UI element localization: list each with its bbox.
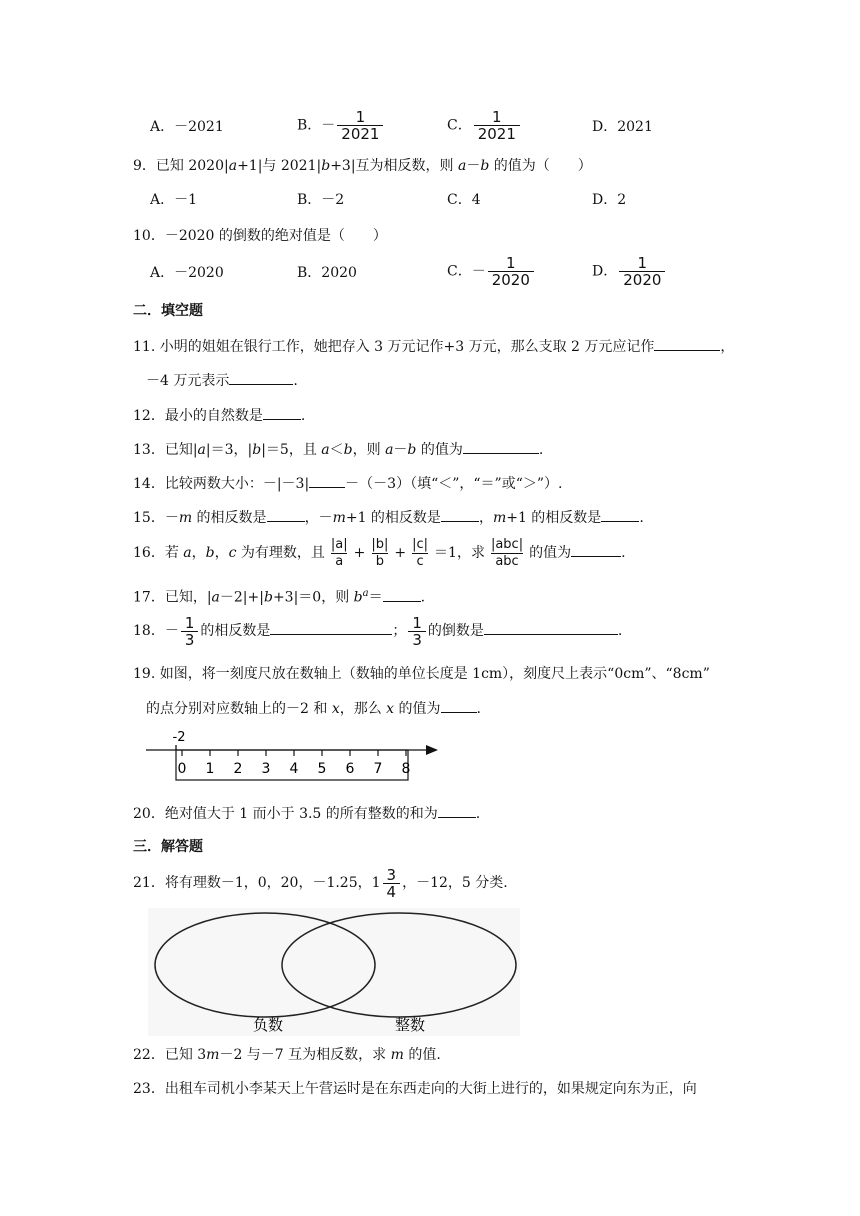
q10-option-a: A．－2020 bbox=[150, 265, 224, 281]
axis-arrow-icon bbox=[426, 745, 438, 755]
answer-blank[interactable] bbox=[601, 507, 639, 522]
q22: 22．已知 3m－2 与－7 互为相反数，求 m 的值. bbox=[133, 1047, 441, 1063]
ruler-ticks bbox=[178, 750, 411, 777]
q15: 15．－m 的相反数是 ，－m+1 的相反数是 ，m+1 的相反数是 . bbox=[133, 507, 644, 528]
ruler-tick-label: 5 bbox=[317, 761, 327, 777]
answer-blank[interactable] bbox=[438, 803, 476, 818]
q9-option-a: A．－1 bbox=[150, 192, 198, 208]
answer-blank[interactable] bbox=[270, 620, 392, 635]
ruler-tick-label: 2 bbox=[233, 761, 243, 777]
q12: 12．最小的自然数是 . bbox=[133, 405, 305, 426]
answer-blank[interactable] bbox=[484, 620, 618, 635]
ruler-tick-label: 1 bbox=[205, 761, 215, 777]
venn-label-integer: 整数 bbox=[394, 1016, 426, 1034]
answer-blank[interactable] bbox=[309, 473, 345, 488]
answer-blank[interactable] bbox=[441, 507, 479, 522]
q17: 17．已知，|a－2|+|b+3|＝0，则 $b^a=$ . bbox=[133, 588, 426, 606]
q21: 21．将有理数－1，0，20，－1.25，1 $\frac{3}{4}$ ，－12，5 分类. bbox=[133, 865, 508, 901]
q13: 13．已知|a|＝3，|b|＝5，且 a＜b，则 a－b 的值为 . bbox=[133, 439, 543, 460]
q16: 16．若 a，b，c 为有理数，且 $\frac{|a|}{a}$ + $\frac{|b|}{b}$ + $\frac{|c|}{c}$ ＝1，求 $\frac{\text{|abc|}}{\text{abc}}$ 的值为 . bbox=[133, 536, 626, 569]
answer-blank[interactable] bbox=[571, 542, 621, 557]
answer-blank[interactable] bbox=[463, 439, 539, 454]
venn-background bbox=[148, 908, 520, 1036]
q11-line2: －4 万元表示 . bbox=[146, 370, 298, 391]
ruler-tick-label: 6 bbox=[345, 761, 355, 777]
answer-blank[interactable] bbox=[383, 587, 421, 602]
answer-blank[interactable] bbox=[441, 698, 477, 713]
q10-option-b: B．2020 bbox=[297, 265, 357, 281]
q11-line1: 11. 小明的姐姐在银行工作，她把存入 3 万元记作+3 万元，那么支取 2 万元应记作 ， bbox=[133, 336, 734, 357]
answer-blank[interactable] bbox=[654, 336, 720, 351]
answer-blank[interactable] bbox=[263, 405, 301, 420]
number-line-ruler-figure bbox=[146, 728, 440, 784]
ruler-tick-label: 3 bbox=[261, 761, 271, 777]
q8-option-b: B．－ $\frac{1}{2021}$ bbox=[297, 109, 385, 142]
q9-stem: 9．已知 2020|a+1|与 2021|b+3|互为相反数，则 a－b 的值为（ ） bbox=[133, 158, 592, 174]
q18: 18．－ $\frac{1}{3}$ 的相反数是 ； $\frac{1}{3}$ 的倒数是 . bbox=[133, 613, 623, 649]
section-solve-heading: 三．解答题 bbox=[133, 839, 203, 855]
ruler-tick-label: 0 bbox=[177, 761, 187, 777]
answer-blank[interactable] bbox=[229, 370, 293, 385]
q10-option-d: D． $\frac{1}{2020}$ bbox=[592, 255, 667, 288]
q19-line1: 19. 如图，将一刻度尺放在数轴上（数轴的单位长度是 1cm），刻度尺上表示“0cm”、“8cm” bbox=[133, 666, 710, 682]
q19-line2: 的点分别对应数轴上的－2 和 x，那么 x 的值为 . bbox=[146, 698, 481, 719]
ruler-tick-label: 4 bbox=[289, 761, 299, 777]
q14: 14．比较两数大小：－|－3| －（－3）（填“＜”，“＝”或“＞”）. bbox=[133, 473, 562, 494]
ruler-tick-label: 8 bbox=[401, 761, 411, 777]
q20: 20．绝对值大于 1 而小于 3.5 的所有整数的和为 . bbox=[133, 803, 480, 824]
q9-option-b: B．－2 bbox=[297, 192, 345, 208]
answer-blank[interactable] bbox=[267, 507, 305, 522]
q9-option-c: C．4 bbox=[447, 192, 481, 208]
q8-option-c: C． $\frac{1}{2021}$ bbox=[447, 109, 522, 142]
q10-stem: 10．－2020 的倒数的绝对值是（ ） bbox=[133, 228, 387, 244]
q9-option-d: D．2 bbox=[592, 192, 627, 208]
venn-label-negative: 负数 bbox=[252, 1016, 284, 1034]
venn-diagram bbox=[148, 908, 520, 1036]
axis-label-minus-2: -2 bbox=[172, 730, 186, 745]
ruler-tick-label: 7 bbox=[373, 761, 383, 777]
q23: 23．出租车司机小李某天上午营运时是在东西走向的大街上进行的，如果规定向东为正，向 bbox=[133, 1081, 697, 1097]
q8-option-a: A．－2021 bbox=[150, 119, 224, 135]
q10-option-c: C．－ $\frac{1}{2020}$ bbox=[447, 255, 536, 288]
section-fill-in-heading: 二．填空题 bbox=[133, 303, 203, 319]
q8-option-d: D．2021 bbox=[592, 119, 653, 135]
